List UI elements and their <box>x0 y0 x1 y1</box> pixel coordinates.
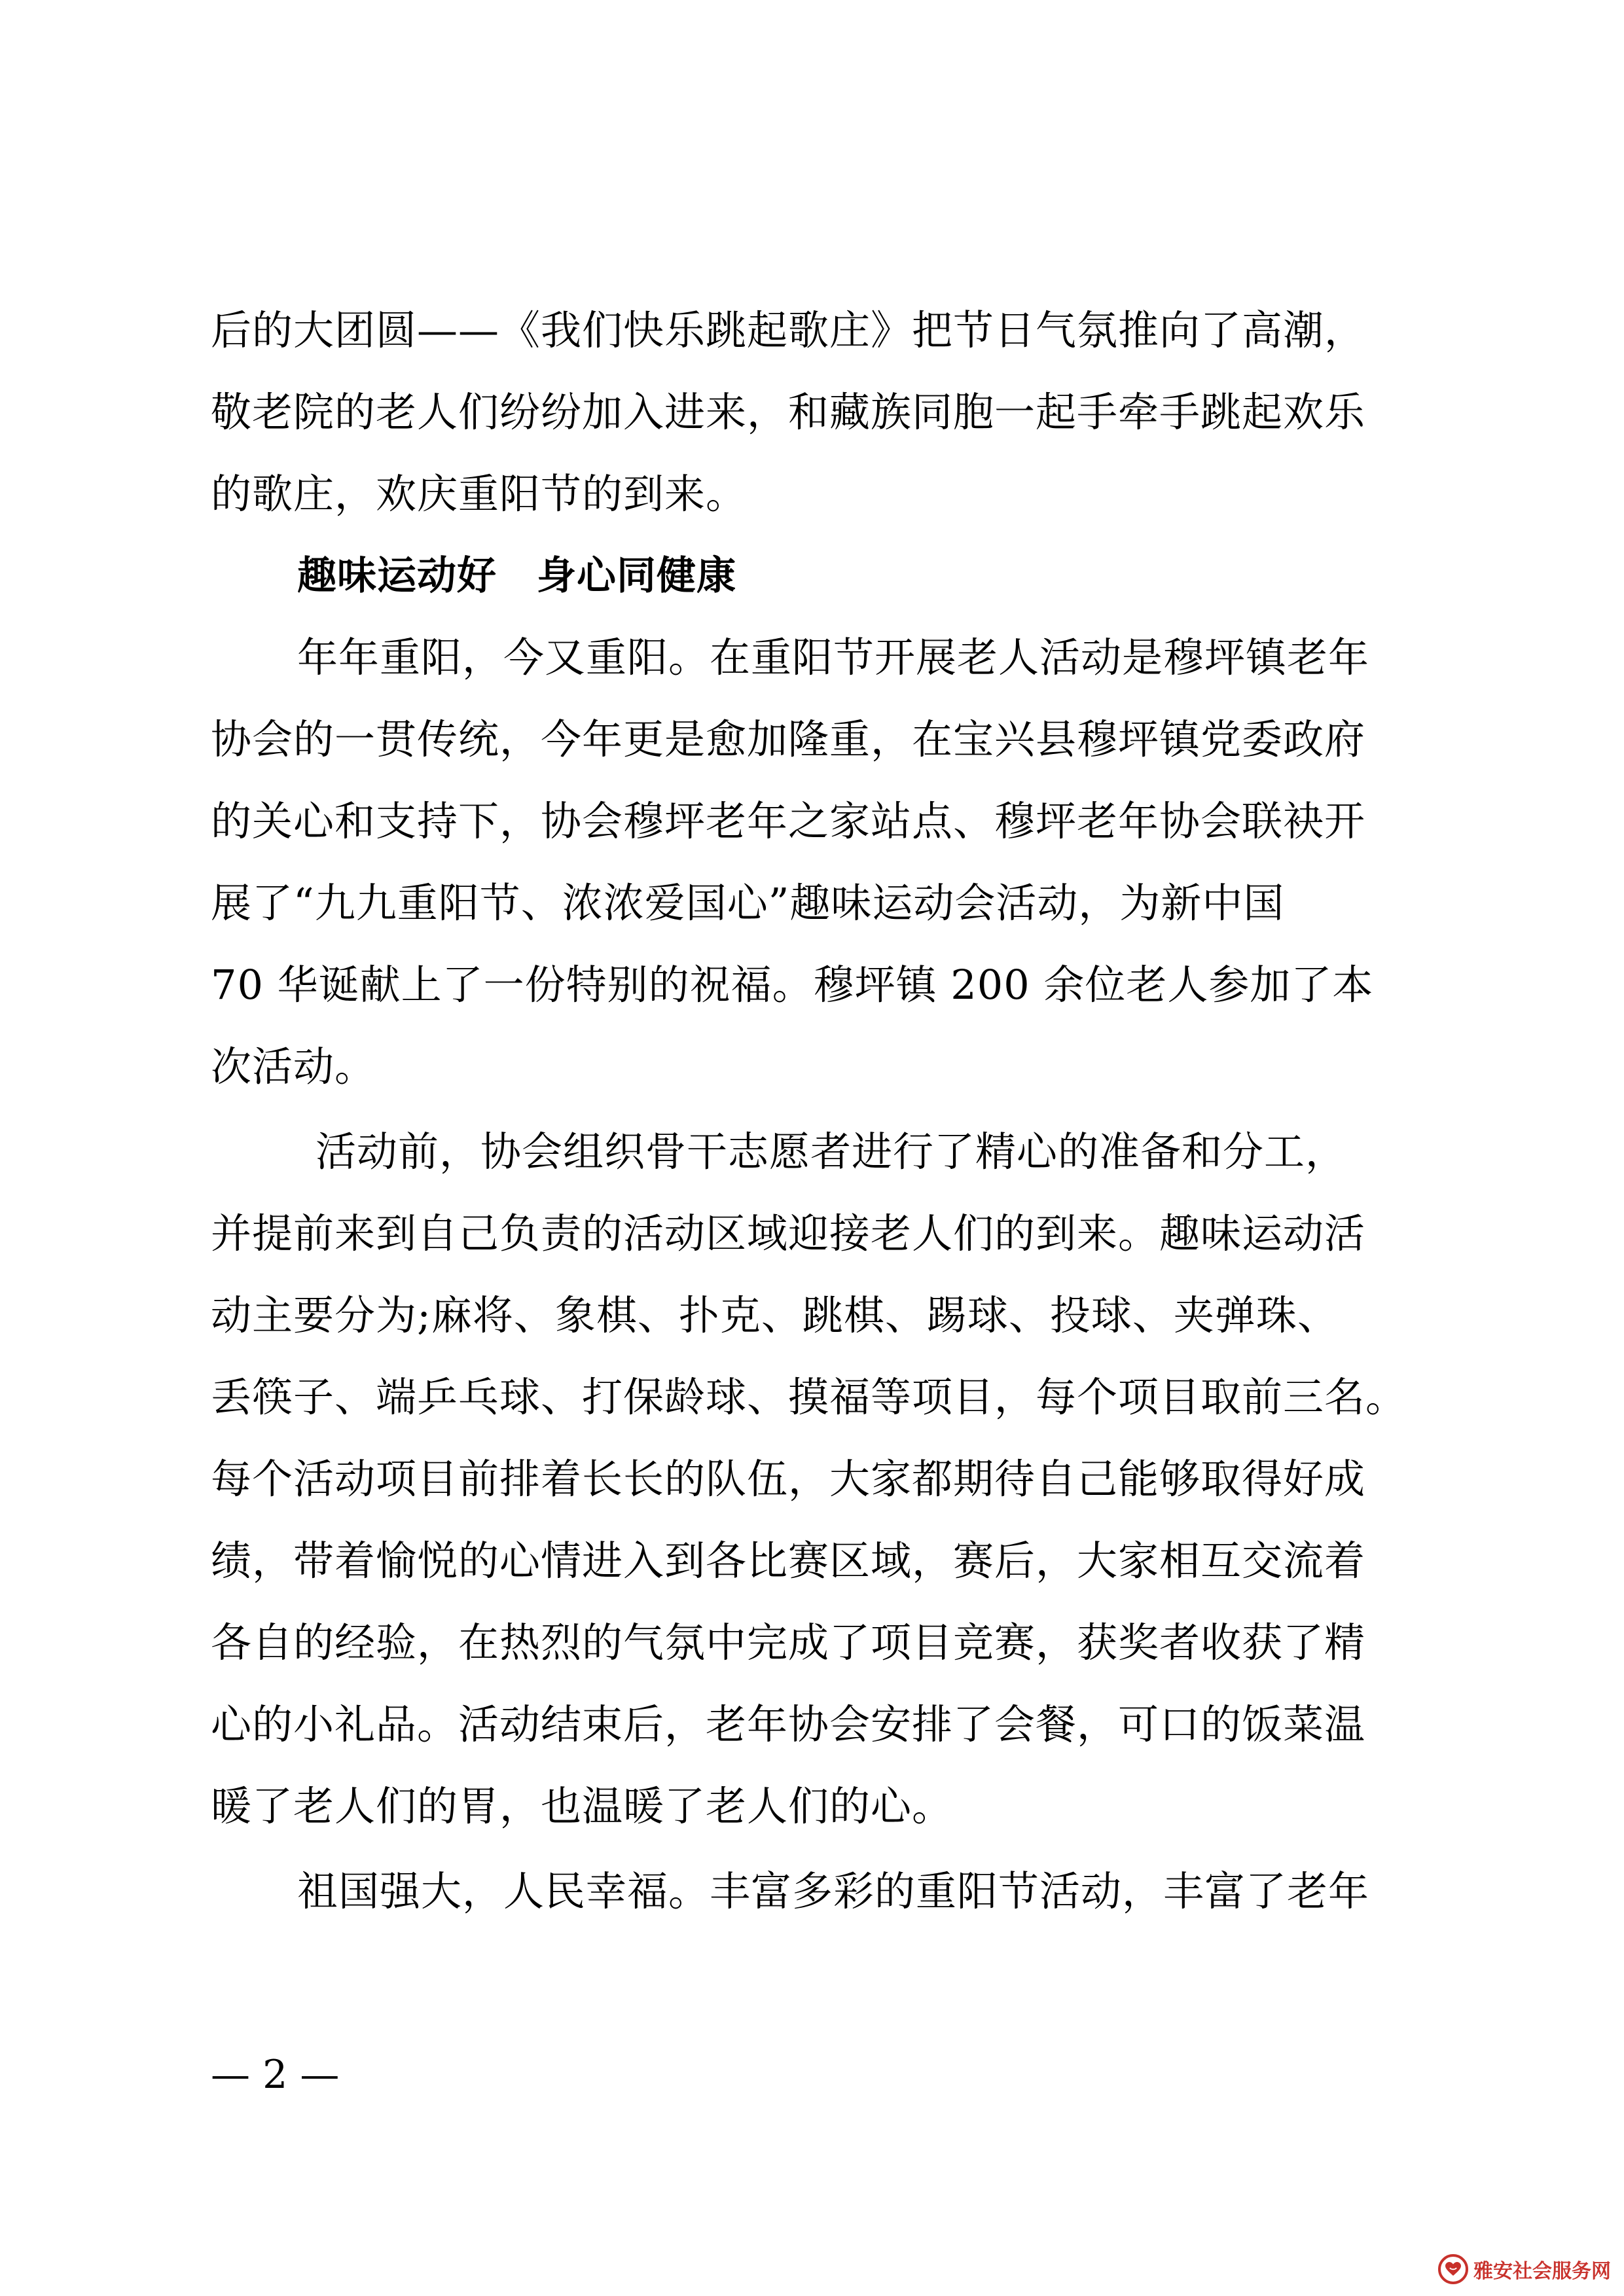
section-heading: 趣味运动好 身心同健康 <box>297 553 736 599</box>
heart-logo-icon <box>1438 2254 1468 2284</box>
body-line: 每个活动项目前排着长长的队伍，大家都期待自己能够取得好成 <box>211 1455 1366 1503</box>
body-line: 绩，带着愉悦的心情进入到各比赛区域，赛后，大家相互交流着 <box>211 1537 1366 1585</box>
body-line: 敬老院的老人们纷纷加入进来，和藏族同胞一起手牵手跳起欢乐 <box>211 388 1366 436</box>
body-line: 70 华诞献上了一份特别的祝福。穆坪镇 200 余位老人参加了本 <box>211 961 1374 1009</box>
body-line: 的歌庄，欢庆重阳节的到来。 <box>211 470 748 518</box>
body-line: 协会的一贯传统，今年更是愈加隆重，在宝兴县穆坪镇党委政府 <box>211 715 1366 763</box>
body-line: 心的小礼品。活动结束后，老年协会安排了会餐，可口的饭菜温 <box>211 1700 1366 1748</box>
site-watermark <box>1438 2254 1611 2284</box>
body-line: 暖了老人们的胃，也温暖了老人们的心。 <box>211 1782 954 1830</box>
body-line: 展了“九九重阳节、浓浓爱国心”趣味运动会活动，为新中国 <box>211 879 1285 927</box>
body-line: 动主要分为;麻将、象棋、扑克、跳棋、踢球、投球、夹弹珠、 <box>211 1291 1339 1339</box>
body-line: 祖国强大，人民幸福。丰富多彩的重阳节活动，丰富了老年 <box>297 1867 1370 1915</box>
body-line: 次活动。 <box>211 1043 376 1090</box>
body-line: 后的大团圆——《我们快乐跳起歌庄》把节日气氛推向了高潮， <box>211 306 1366 354</box>
body-line: 丢筷子、端乒乓球、打保龄球、摸福等项目，每个项目取前三名。 <box>211 1373 1407 1421</box>
page-number: — 2 — <box>211 2052 340 2098</box>
body-line: 活动前，协会组织骨干志愿者进行了精心的准备和分工， <box>316 1128 1347 1175</box>
body-line: 各自的经验，在热烈的气氛中完成了项目竞赛，获奖者收获了精 <box>211 1619 1366 1666</box>
body-line: 并提前来到自己负责的活动区域迎接老人们的到来。趣味运动活 <box>211 1210 1366 1257</box>
body-line: 的关心和支持下，协会穆坪老年之家站点、穆坪老年协会联袂开 <box>211 797 1366 845</box>
watermark-text: 雅安社会服务网 <box>1473 2260 1611 2283</box>
body-line: 年年重阳，今又重阳。在重阳节开展老人活动是穆坪镇老年 <box>297 634 1370 681</box>
